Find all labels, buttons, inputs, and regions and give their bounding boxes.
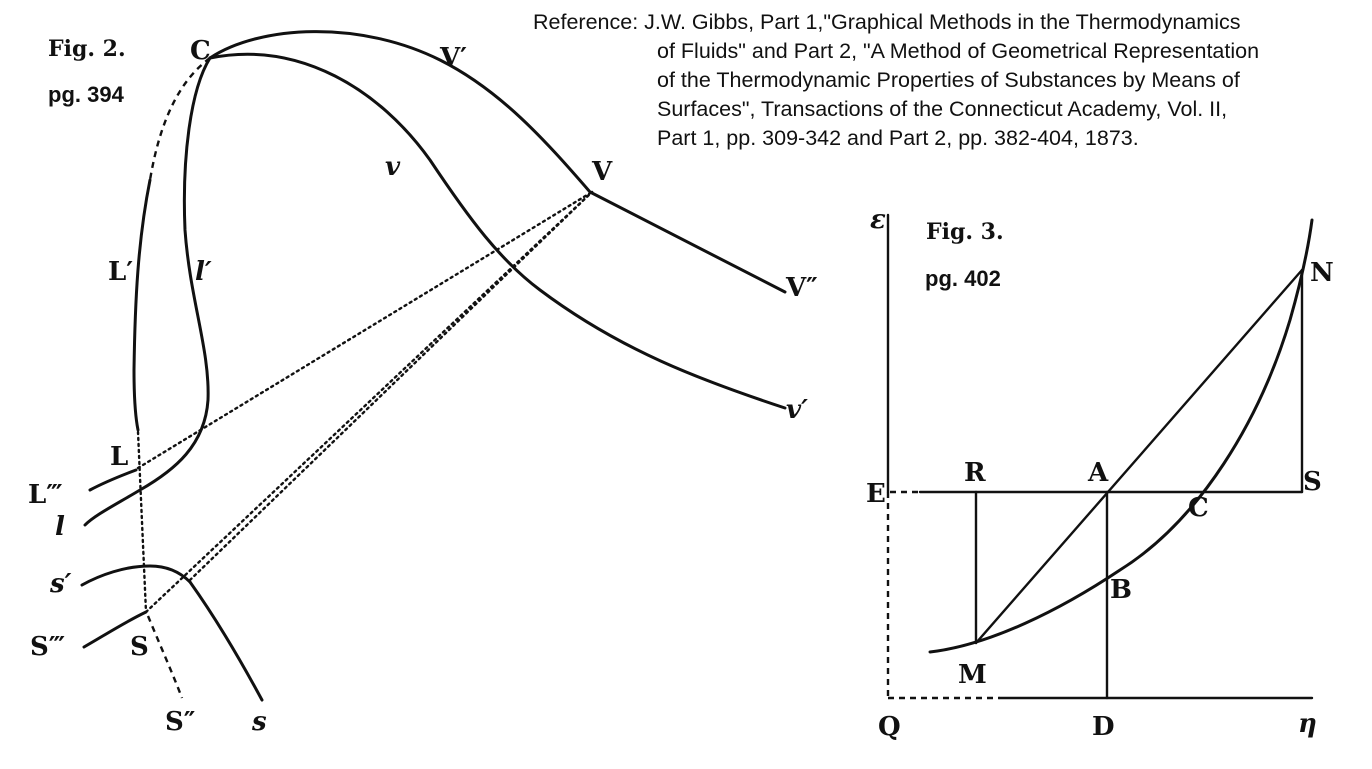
fig2-label-v: v — [385, 152, 401, 182]
fig2-label-L-triple: L‴ — [28, 480, 63, 510]
fig2-label-l: l — [55, 512, 65, 542]
fig2-tie-S-V — [146, 192, 592, 612]
fig2-tie-s-V — [190, 192, 592, 580]
fig2-label-V-double: V″ — [786, 273, 818, 303]
fig2-label-v-prime: v′ — [786, 395, 808, 425]
fig2-label-s: s — [252, 707, 267, 737]
fig3-label-A: A — [1088, 458, 1109, 488]
fig3-label-epsilon: ε — [870, 205, 886, 235]
fig3-label-eta: η — [1298, 709, 1317, 739]
reference-line-1: J.W. Gibbs, Part 1,"Graphical Methods in the Thermodynamics — [644, 10, 1241, 34]
fig2-diagram — [28, 32, 818, 737]
fig2-curve-vapor-lower — [210, 54, 785, 408]
fig3-label-R: R — [964, 458, 986, 488]
fig2-label-S-double: S″ — [165, 707, 196, 737]
fig2-label-L: L — [110, 442, 129, 472]
fig2-label-l-prime: l′ — [195, 257, 212, 287]
fig2-title: Fig. 2. — [48, 36, 126, 62]
reference-line-3: of the Thermodynamic Properties of Substances by Means of — [657, 68, 1240, 92]
reference-line-5: Part 1, pp. 309-342 and Part 2, pp. 382-404, 1873. — [657, 126, 1139, 150]
fig3-label-D: D — [1092, 712, 1115, 742]
fig2-label-s-prime: s′ — [50, 569, 72, 599]
fig2-line-L-S — [138, 432, 146, 612]
fig2-label-S-triple: S‴ — [30, 632, 66, 662]
fig2-curve-s-prime — [82, 566, 190, 585]
fig2-curve-L-prime — [134, 180, 150, 430]
fig2-curve-l-prime — [85, 58, 210, 525]
fig2-curve-L-triple — [90, 470, 136, 490]
fig2-label-L-prime: L′ — [108, 257, 134, 287]
fig2-curve-S-double — [148, 616, 182, 698]
fig2-label-V: V — [592, 157, 613, 187]
fig3-label-Q: Q — [878, 712, 901, 742]
fig3-page: pg. 402 — [925, 266, 1001, 291]
fig2-curve-s — [190, 582, 262, 700]
fig2-label-V-prime: V′ — [440, 43, 468, 73]
fig3-label-M: M — [958, 660, 987, 690]
fig3-label-C: C — [1188, 493, 1209, 523]
fig3-label-S: S — [1303, 467, 1322, 497]
fig2-tie-L-V — [138, 192, 592, 468]
reference-prefix: Reference: — [533, 10, 639, 34]
fig3-diagram — [866, 205, 1334, 742]
fig3-label-E: E — [866, 479, 886, 509]
reference-line-2: of Fluids" and Part 2, "A Method of Geometrical Representation — [657, 39, 1260, 63]
fig3-title: Fig. 3. — [926, 219, 1004, 245]
reference-line-4: Surfaces", Transactions of the Connecticut Academy, Vol. II, — [657, 97, 1228, 121]
fig3-label-B: B — [1110, 575, 1132, 605]
fig3-line-M-N — [976, 270, 1302, 643]
fig2-label-C: C — [190, 36, 211, 66]
fig2-page: pg. 394 — [48, 82, 124, 107]
fig2-label-S: S — [130, 632, 149, 662]
fig3-label-N: N — [1310, 258, 1334, 288]
